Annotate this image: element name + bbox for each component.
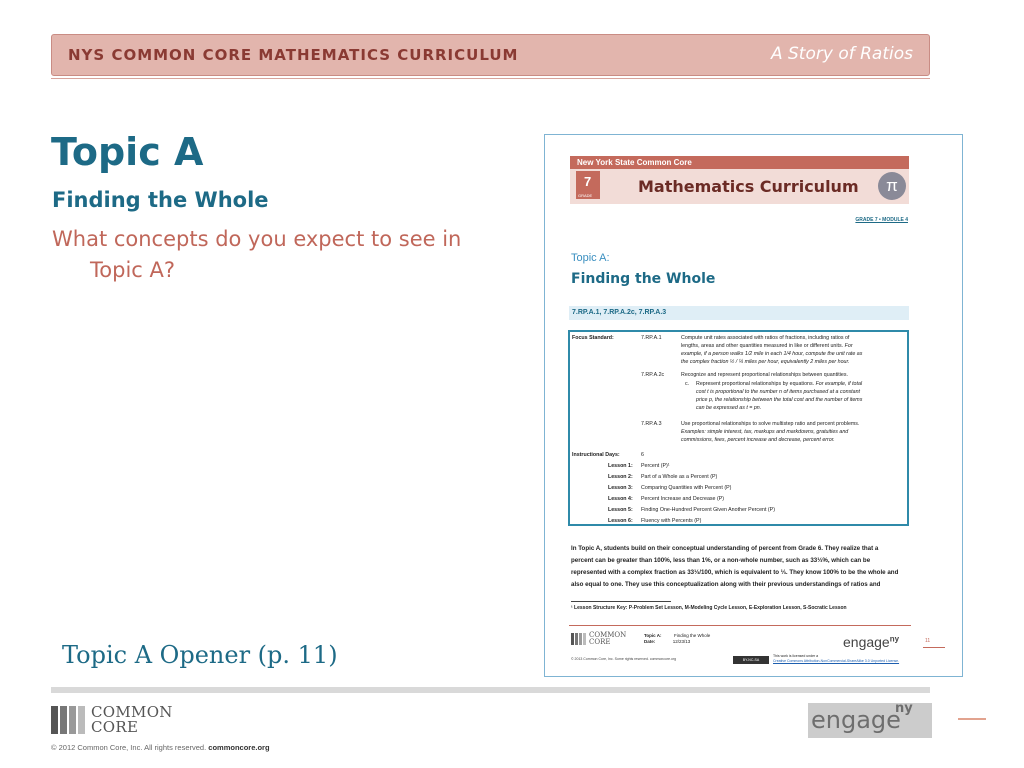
- footnote-divider: [571, 601, 671, 602]
- std-text: Recognize and represent proportional relationships between quantities.: [681, 372, 848, 378]
- common-core-logo: [51, 705, 186, 735]
- std-code: 7.RP.A.2c: [641, 372, 665, 378]
- std-text: lengths, areas and other quantities measured in like or different units. For: [681, 343, 853, 349]
- lesson-title: Finding One-Hundred Percent Given Another Percent (P): [641, 507, 775, 513]
- logo-line-1: COMMON: [91, 703, 173, 721]
- std-text: example, if a person walks 1/2 mile in each 1/4 hour, compute the unit rate as: [681, 351, 863, 357]
- doc-copyright: © 2013 Common Core, Inc. Some rights reserved. commoncore.org: [571, 657, 677, 661]
- doc-grade-module: GRADE 7 • MODULE 4: [855, 217, 908, 223]
- doc-header-bottom: [570, 169, 909, 204]
- footer-bar: [51, 687, 930, 693]
- pi-icon: π: [878, 172, 906, 200]
- std-text: Represent proportional relationships by equations. For example, if total: [696, 381, 863, 387]
- doc-topic-title: Finding the Whole: [571, 271, 716, 287]
- engage-ny-logo: engage ny: [808, 703, 932, 738]
- doc-paragraph: In Topic A, students build on their conceptual understanding of percent from Grade 6. They realize that a percent can be greater than 100%, less than 1%, or a non-whole number, such as 33⅓%, which can be represented with a complex fraction as 33⅓/100, which is equivalent to ⅓. They know 100% to be the whole and also equal to one. They use this conceptualization along with their previous understandings of ratios and: [571, 545, 899, 588]
- lesson-label: Lesson 4:: [608, 496, 633, 502]
- question-text: [52, 224, 522, 286]
- std-text: can be expressed as t = pn.: [696, 405, 762, 411]
- lesson-label: Lesson 5:: [608, 507, 633, 513]
- doc-standards-table: [568, 330, 909, 526]
- lesson-title: Percent (P)¹: [641, 463, 670, 469]
- std-code: 7.RP.A.1: [641, 335, 662, 341]
- std-text: price p, the relationship between the total cost and the number of items: [696, 397, 863, 403]
- opener-label: Topic A Opener (p. 11): [62, 641, 338, 669]
- lesson-label: Lesson 3:: [608, 485, 633, 491]
- grade-label: GRADE: [578, 193, 593, 198]
- lesson-title: Part of a Whole as a Percent (P): [641, 474, 718, 480]
- lesson-label: Lesson 2:: [608, 474, 633, 480]
- std-text: Use proportional relationships to solve multistep ratio and percent problems.: [681, 421, 860, 427]
- std-sub-marker: c.: [685, 381, 690, 387]
- creative-commons-badge: BY-NC-SA: [733, 656, 769, 664]
- common-core-bars-icon: [571, 633, 587, 645]
- common-core-bars-icon: [51, 706, 87, 734]
- grade-number: 7: [584, 174, 592, 189]
- ny-state-grade-icon: [576, 171, 600, 199]
- question-line-2: Topic A?: [90, 258, 176, 282]
- header-banner: [51, 34, 930, 76]
- license-link[interactable]: Creative Commons Attribution-NonCommercial-ShareAlike 3.0 Unported License.: [773, 659, 900, 663]
- lesson-title: Percent Increase and Decrease (P): [641, 496, 725, 502]
- lesson-title: Comparing Quantities with Percent (P): [641, 485, 732, 491]
- doc-engage-logo: engage$^{ny}$: [843, 634, 900, 650]
- copyright-text: © 2012 Common Core, Inc. All rights reserved. commoncore.org: [51, 743, 270, 752]
- page-title: Topic A: [51, 130, 204, 174]
- lesson-title: Fluency with Percents (P): [641, 518, 702, 524]
- std-text: commissions, fees, percent increase and decrease, percent error.: [681, 437, 835, 443]
- days-label: Instructional Days:: [572, 452, 620, 458]
- document-preview[interactable]: New York State Common Core 7 GRADE Mathematics Curriculum π GRADE 7 • MODULE 4 Topic A: Finding the Whole 7.RP.A.1, 7.RP.A.2c, 7.RP.A.3 Focus Standard: 7.RP.A.1 Compute unit rates associated with ratios of fractions, including ratios of lengths, areas and other quantities measured in like or different units. For example, if a person walks 1/2 mile in each 1/4 hour, compute the unit rate as the complex fraction ½ / ¼ miles per hour, equivalently 2 miles per hour. 7.RP.A.2c Recognize and represent proportional relationships between quantities. c. Represent proportional relationships by equations. For example, if total cost t is proportional to the number n of items purchased at a constant price p, the relationship between the total cost and the number of items can be expressed as t = pn. 7.RP.A.3 Use proportional relationships to solve multistep ratio and percent problems. Examples: simple interest, tax, markups and markdowns, gratuities and commissions, fees, percent increase and decrease, percent error. Instructional Days: 6 Lesson 1: Percent (P)¹ Lesson 2: Part of a Whole as a Percent (P) Lesson 3: Comparing Quantities with Percent (P) Lesson 4: Percent Increase and Decrease (P) Lesson 5: Finding One-Hundred Percent Given Another Percent (P) Lesson 6: Fluency with Percents (P) In Topic A, students build on their conceptual understanding of percent from Grade 6. They realize that a percent can be greater than 100%, less than 1%, or a non-whole number, such as 33⅓%, which can be represented with a complex fraction as 33⅓/100, which is equivalent to ⅓. They know 100% to be the whole and also equal to one. They use this conceptualization along with their previous understandings of ratios and ¹ Lesson Structure Key: P-Problem Set Lesson, M-Modeling Cycle Lesson, E-Exploration Lesson, S-Socratic Lesson COMMON CORE Topic A: Finding the Whole Date: 12/23/13 engage$^{ny}$ 11 © 2013 Common Core, Inc. Some rights reserved. commoncore.org BY-NC-SA This work is licensed under a Creative Commons Attribution-NonCommercial-ShareAlike 3.0 Unported License.: [544, 134, 963, 677]
- doc-standards: 7.RP.A.1, 7.RP.A.2c, 7.RP.A.3: [569, 306, 909, 320]
- doc-footnote: ¹ Lesson Structure Key: P-Problem Set Lesson, M-Modeling Cycle Lesson, E-Exploration Lesson, S-Socratic Lesson: [571, 605, 847, 611]
- doc-header-top: New York State Common Core: [570, 156, 909, 169]
- page-subtitle: Finding the Whole: [52, 188, 269, 212]
- std-text: cost t is proportional to the number n of items purchased at a constant: [696, 389, 860, 395]
- lesson-label: Lesson 6:: [608, 518, 633, 524]
- doc-topic-label: Topic A:: [571, 252, 610, 264]
- std-text: the complex fraction ½ / ¼ miles per hour, equivalently 2 miles per hour.: [681, 359, 850, 365]
- curriculum-title: NYS COMMON CORE MATHEMATICS CURRICULUM: [68, 46, 519, 64]
- std-text: Examples: simple interest, tax, markups and markdowns, gratuities and: [681, 429, 849, 435]
- std-text: Compute unit rates associated with ratios of fractions, including ratios of: [681, 335, 850, 341]
- doc-header: [570, 156, 909, 204]
- logo-line-2: CORE: [91, 718, 139, 736]
- doc-page-number: 11: [925, 638, 931, 644]
- copyright-site-link[interactable]: commoncore.org: [208, 743, 270, 752]
- question-line-1: What concepts do you expect to see in: [52, 227, 462, 251]
- std-code: 7.RP.A.3: [641, 421, 662, 427]
- days-value: 6: [641, 452, 644, 458]
- accent-line: [958, 718, 986, 720]
- header-divider: [51, 78, 930, 79]
- curriculum-subtitle: A Story of Ratios: [770, 44, 913, 64]
- focus-label: Focus Standard:: [572, 335, 614, 341]
- page-number-rule: [923, 647, 945, 648]
- doc-footer-divider: [569, 625, 911, 626]
- doc-header-title: Mathematics Curriculum: [638, 177, 859, 196]
- lesson-label: Lesson 1:: [608, 463, 633, 469]
- doc-footer-meta: Topic A: Finding the Whole Date: 12/23/13: [644, 633, 711, 644]
- doc-license: This work is licensed under a Creative Commons Attribution-NonCommercial-ShareAlike 3.0 Unported License.: [773, 654, 900, 663]
